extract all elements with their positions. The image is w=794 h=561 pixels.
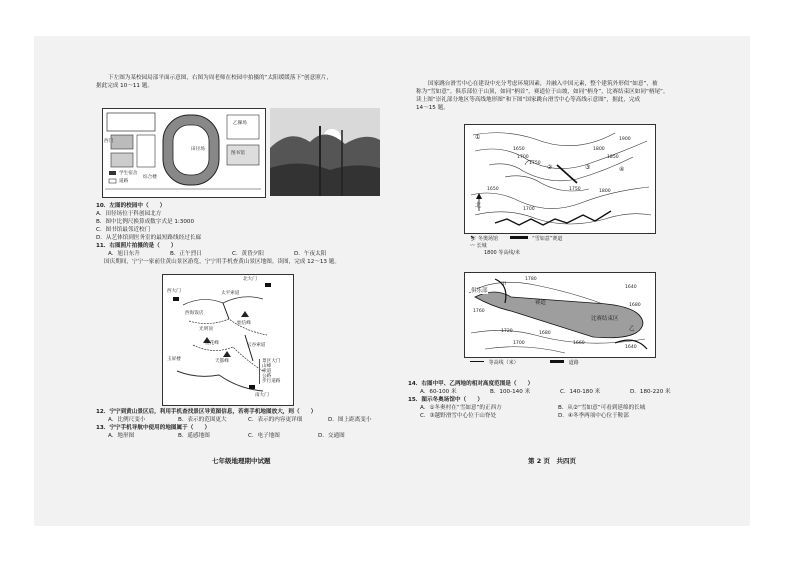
left-intro2: 国庆期间，宁宁一家前往黄山景区游览，宁宁用手机查黄山景区地图。读图，完成 12～13 题。 <box>104 259 340 265</box>
topo-legend-wall: 长城 <box>476 243 487 249</box>
q11-options <box>108 250 402 258</box>
scenic-legend-road: 公路 <box>262 374 272 379</box>
q13-option-a: A．地形图 <box>108 433 135 439</box>
campus-legend-road: 道路 <box>119 179 129 184</box>
q12-options <box>108 416 406 424</box>
campus-map <box>102 108 266 198</box>
ski-legend-contour: 等高线（米） <box>488 360 519 366</box>
topo-contour-1650b: 1650 <box>487 187 499 192</box>
ski-contour-1700: 1700 <box>513 341 525 346</box>
q15-option-c: C．③越野滑雪中心位于山脊处 <box>420 413 497 419</box>
ski-legend-road-line <box>550 360 564 363</box>
topo-contour-1900: 1900 <box>619 137 631 142</box>
topo-north-arrow: 北 <box>475 202 482 209</box>
ski-contour-1760: 1760 <box>473 309 485 314</box>
q10-option-c: C．图书馆最邻近校门 <box>96 227 151 233</box>
topo-legend-venue-icon: ⛷ <box>470 236 477 242</box>
topo-legend-contour: 等高线/米 <box>498 250 521 256</box>
scenic-west-gate: 西大门 <box>167 289 181 294</box>
campus-library-label: 图书馆 <box>231 151 245 156</box>
campus-legend-building: 综合楼 <box>143 175 157 180</box>
q15-option-d: D．④冬季两项中心位于鞍部 <box>558 413 629 419</box>
q14-option-d: D．180-220 米 <box>630 389 671 395</box>
scenic-yungu: 云谷索道 <box>247 343 266 348</box>
scenic-legend-gate: 景区大门 <box>262 359 281 364</box>
q12-stem: 12．宁宁到黄山景区后，利用手机查找景区导览图信息，若将手机地图放大，则（ ） <box>96 409 317 415</box>
campus-west-gate-label: 西门 <box>104 139 114 144</box>
ski-contour-1780: 1780 <box>525 277 537 282</box>
scenic-tiandu: 天都峰 <box>215 359 229 364</box>
scenic-legend-peak: 山峰 <box>262 364 272 369</box>
left-footer: 七年级地理期中试题 <box>212 457 271 465</box>
topo-contour-1800: 1800 <box>593 147 605 152</box>
question-14-15 <box>408 380 718 420</box>
q13-options <box>108 432 406 440</box>
q12-option-a: A．比例尺变小 <box>108 417 146 423</box>
left-intro-line-2: 据此完成 10～11 题。 <box>96 83 153 89</box>
q14-stem: 14．右图中甲、乙两地的相对高度范围是（ ） <box>408 381 534 387</box>
q10-option-d: D．从艺体馆到医务室的最短路线经过长廊 <box>96 235 201 241</box>
scenic-map <box>162 274 294 406</box>
topo-point-4: ④ <box>619 166 625 173</box>
right-intro-line-1: 国家跳台滑雪中心在建设中充分考虑环境因素，并融入中国元素，整个建筑外形似“如意”，被 <box>428 81 658 87</box>
question-10 <box>96 202 402 266</box>
right-intro-line-3: 读上图“崇礼部分地区等高线地形图”和下图“国家跳台滑雪中心等高线示意图”，据此，完成 <box>416 97 641 103</box>
topo-legend-track: “雪如意”赛道 <box>532 236 563 242</box>
q13-stem: 13．宁宁手机导航中使用的地图属于（ ） <box>96 425 211 431</box>
topo-contour-1700b: 1700 <box>523 207 535 212</box>
topo-legend-track-line <box>510 236 528 239</box>
q11-option-b: B．正午烈日 <box>170 251 202 257</box>
q13-option-d: D．交通图 <box>318 433 345 439</box>
sunset-photo <box>270 108 380 196</box>
ski-track: 赛道 <box>535 300 547 306</box>
left-intro-line-1: 下左图为某校园局部平面示意图，右图为周老师在校园中拍摄的“太阳缓缓落下”创意照片， <box>108 75 332 81</box>
scenic-lianhua: 莲花峰 <box>205 341 219 346</box>
q14-option-b: B．100-140 米 <box>490 389 531 395</box>
scenic-west-sea: 西海饭店 <box>185 311 204 316</box>
q13-option-c: C．电子地图 <box>248 433 280 439</box>
right-intro-line-4: 14～15 题。 <box>416 105 449 111</box>
ski-point-b: 乙 <box>629 326 635 332</box>
scenic-taiping: 太平索道 <box>221 291 240 296</box>
q10-option-a: A．田径场位于科创园北方 <box>96 211 162 217</box>
topo-map <box>464 124 656 234</box>
topo-legend-contour-sample: 1800 <box>484 250 497 256</box>
topo-legend <box>470 236 650 257</box>
ski-contour-1680b: 1680 <box>629 303 641 308</box>
campus-south-label: 乙操场 <box>233 121 247 126</box>
q12-option-b: B．表示的范围更大 <box>178 417 227 423</box>
topo-contour-1650: 1650 <box>513 147 525 152</box>
ski-contour-1640: 1640 <box>625 285 637 290</box>
topo-contour-1700: 1700 <box>517 155 529 160</box>
q14-option-c: C．140-180 米 <box>560 389 601 395</box>
sunset-photo-drawing <box>270 108 380 196</box>
ski-finish: 比赛结束区 <box>591 316 619 322</box>
topo-point-1: ① <box>475 134 481 141</box>
ski-contour-1720: 1720 <box>501 329 513 334</box>
scenic-legend-cableway: 索道 <box>262 369 272 374</box>
topo-contour-1850: 1850 <box>607 155 619 160</box>
scenic-south-gate: 南大门 <box>255 393 269 398</box>
topo-contour-1800b: 1800 <box>599 189 611 194</box>
q11-option-a: A．旭日东升 <box>108 251 140 257</box>
ski-legend-road: 道路 <box>568 360 579 366</box>
ski-legend <box>470 360 670 367</box>
q10-stem: 10．左图的校园中（ ） <box>96 203 166 209</box>
q11-stem: 11．右图照片拍摄的是（ ） <box>96 243 177 249</box>
q12-option-c: C．表示的内容更详细 <box>248 417 303 423</box>
topo-contour-1750: 1750 <box>529 161 541 166</box>
right-intro-line-2: 称为“雪如意”。俱乐部位于山顶，如同“柄首”，赛道位于山坡，如同“柄身”，比赛结束区如同“柄尾”。 <box>416 89 669 95</box>
topo-legend-wall-icon: 〰 <box>470 243 476 249</box>
q15-options <box>420 404 718 420</box>
ski-point-a: 甲 <box>501 282 507 288</box>
scenic-legend <box>259 359 294 384</box>
q14-option-a: A．60-100 米 <box>420 389 457 395</box>
ski-contour-1680: 1680 <box>539 331 551 336</box>
topo-point-2: ② <box>547 164 553 171</box>
q11-option-c: C．黄昏夕阳 <box>232 251 264 257</box>
scenic-shixin: 始信峰 <box>237 321 251 326</box>
ski-legend-contour-line <box>470 361 484 362</box>
topo-legend-venue: 冬奥场馆 <box>477 236 498 242</box>
q13-option-b: B．遥感地图 <box>178 433 210 439</box>
scenic-yuping: 玉屏楼 <box>167 357 181 362</box>
q10-option-b: B．图中比例尺换算成数字式是 1:3000 <box>96 219 195 225</box>
q15-option-a: A．①冬奥村在“雪如意”的正西方 <box>420 405 502 411</box>
ski-jump-map <box>464 272 656 358</box>
scenic-north-gate: 北大门 <box>243 277 257 282</box>
campus-track-label: 田径场 <box>191 147 205 152</box>
campus-legend-dorm: 学生宿舍 <box>119 171 138 176</box>
q15-stem: 15．图示冬奥场馆中（ ） <box>408 397 483 403</box>
right-intro <box>416 80 728 112</box>
exam-page <box>34 36 750 526</box>
question-12-13 <box>96 408 406 440</box>
q15-option-b: B．从②“雪如意”可看到延绵的长城 <box>558 405 646 411</box>
ski-club: 俱乐部 <box>471 288 488 294</box>
ski-contour-1640b: 1640 <box>625 345 637 350</box>
q12-option-d: D．图上距离变小 <box>328 417 372 423</box>
ski-contour-1660: 1660 <box>573 341 585 346</box>
scenic-legend-trail: 步行道路 <box>262 379 281 384</box>
right-footer: 第 2 页 共四页 <box>528 457 577 465</box>
topo-point-3: ③ <box>585 164 591 171</box>
left-intro <box>96 74 402 90</box>
q11-option-d: D．午夜太阳 <box>294 251 327 257</box>
topo-contour-1750b: 1750 <box>569 187 581 192</box>
q14-options <box>420 388 718 396</box>
scenic-guangming: 光明顶 <box>199 327 213 332</box>
